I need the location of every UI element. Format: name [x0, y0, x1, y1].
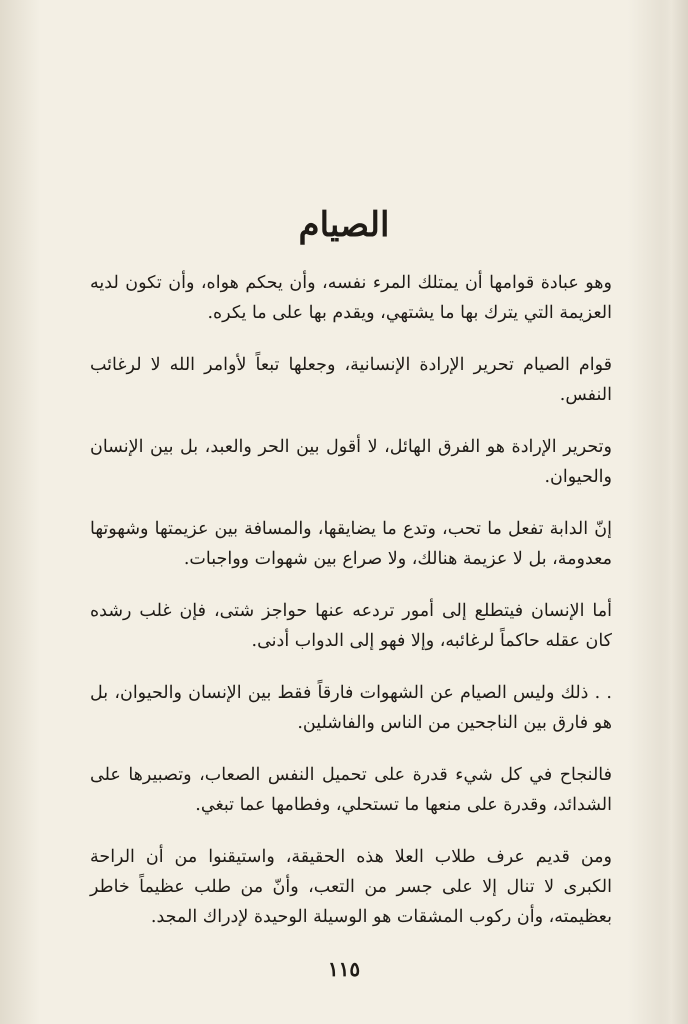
paragraph-6: . . ذلك وليس الصيام عن الشهوات فارقاً فقط بين الإنسان والحيوان، بل هو فارق بين الناجحين من الناس والفاشلين. [90, 683, 612, 733]
page-number: ١١٥ [327, 957, 361, 981]
paragraph-1: وهو عبادة قوامها أن يمتلك المرء نفسه، وأن يحكم هواه، وأن تكون لديه العزيمة التي يترك بها ما يشتهي، ويقدم بها على ما يكره. [90, 273, 612, 323]
body-text [90, 268, 612, 954]
page-edge-shadow [660, 0, 688, 1024]
paragraph-8: ومن قديم عرف طلاب العلا هذه الحقيقة، واستيقنوا من أن الراحة الكبرى لا تنال إلا على جسر من التعب، وأنّ من طلب عظيماً خاطر بعظيمته، وأن ركوب المشقات هو الوسيلة الوحيدة لإدراك المجد. [90, 847, 612, 927]
paragraph-4: إنّ الدابة تفعل ما تحب، وتدع ما يضايقها، والمسافة بين عزيمتها وشهوتها معدومة، بل لا عزيمة هنالك، ولا صراع بين شهوات وواجبات. [90, 519, 612, 569]
paragraph-5: أما الإنسان فيتطلع إلى أمور تردعه عنها حواجز شتى، فإن غلب رشده كان عقله حاكماً لرغائبه، وإلا فهو إلى الدواب أدنى. [90, 601, 612, 651]
paragraph-3: وتحرير الإرادة هو الفرق الهائل، لا أقول بين الحر والعبد، بل بين الإنسان والحيوان. [90, 437, 612, 487]
paragraph-7: فالنجاح في كل شيء قدرة على تحميل النفس الصعاب، وتصبيرها على الشدائد، وقدرة على منعها ما تستحلي، وفطامها عما تبغي. [90, 765, 612, 815]
chapter-title: الصيام [298, 205, 390, 245]
paragraph-2: قوام الصيام تحرير الإرادة الإنسانية، وجعلها تبعاً لأوامر الله لا لرغائب النفس. [90, 355, 612, 405]
